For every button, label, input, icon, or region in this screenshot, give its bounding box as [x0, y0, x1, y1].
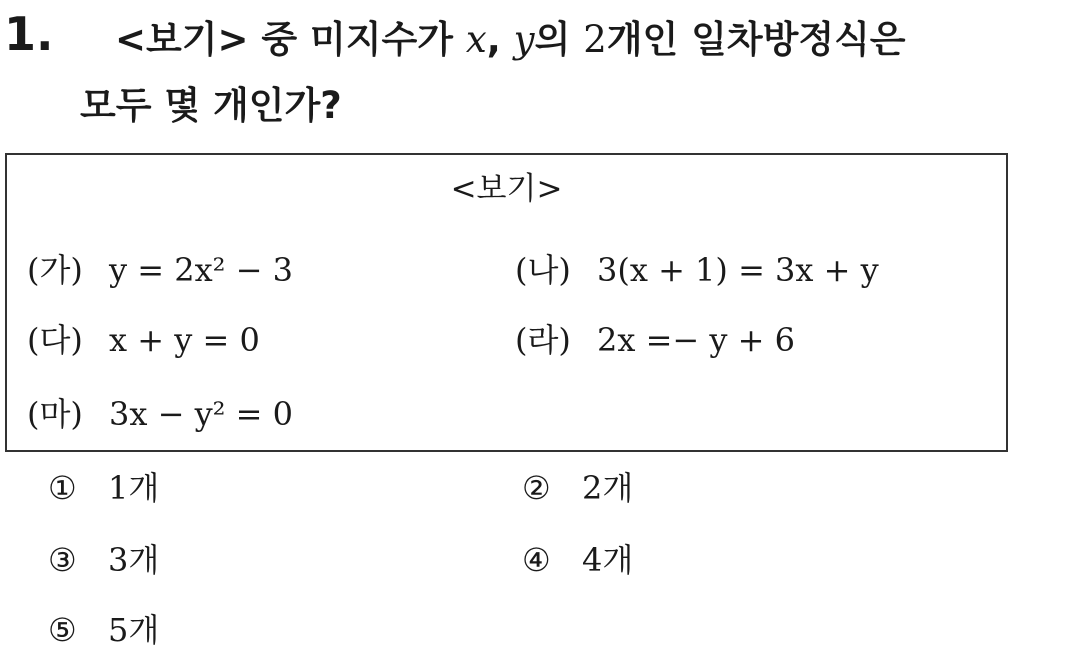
choice-text: 4개: [582, 541, 634, 579]
choice-marker: ①: [48, 469, 77, 507]
bogi-item-label: (라): [515, 321, 571, 359]
question-text-line-2: 모두 몇 개인가?: [80, 84, 342, 127]
choice-text: 2개: [582, 469, 634, 507]
bogi-item-label: (마): [27, 395, 83, 433]
question-text-part-c: 개인 일차방정식은: [606, 18, 906, 61]
choice-marker: ④: [522, 541, 551, 579]
question-number-two: 2: [583, 18, 607, 61]
variable-y: y: [513, 18, 535, 61]
question-text-line-1: [115, 16, 906, 64]
bogi-item-ma: [27, 394, 293, 434]
choice-4[interactable]: [522, 540, 633, 580]
choice-5[interactable]: [48, 610, 159, 650]
bogi-item-ga: [27, 250, 293, 290]
bogi-item-equation: x + y = 0: [109, 321, 260, 359]
bogi-item-equation: 2x =− y + 6: [597, 321, 795, 359]
bogi-item-label: (다): [27, 321, 83, 359]
choice-text: 5개: [108, 611, 160, 649]
choice-1[interactable]: [48, 468, 159, 508]
question-text-part-b: 의: [534, 18, 584, 61]
bogi-item-equation: y = 2x² − 3: [109, 251, 293, 289]
choice-text: 3개: [108, 541, 160, 579]
choice-marker: ②: [522, 469, 551, 507]
bogi-item-equation: 3(x + 1) = 3x + y: [597, 251, 879, 289]
bogi-box: [5, 153, 1008, 452]
choice-marker: ③: [48, 541, 77, 579]
choice-marker: ⑤: [48, 611, 77, 649]
question-comma: ,: [486, 18, 514, 61]
question-text-part-a: <보기> 중 미지수가: [115, 18, 466, 61]
choice-2[interactable]: [522, 468, 633, 508]
variable-x: x: [465, 18, 487, 61]
bogi-item-na: [515, 250, 879, 290]
bogi-item-label: (나): [515, 251, 571, 289]
bogi-item-label: (가): [27, 251, 83, 289]
bogi-title: <보기>: [450, 171, 563, 207]
bogi-item-da: [27, 320, 260, 360]
bogi-item-equation: 3x − y² = 0: [109, 395, 293, 433]
question-number: 1.: [4, 7, 54, 61]
bogi-item-ra: [515, 320, 795, 360]
choice-text: 1개: [108, 469, 160, 507]
choice-3[interactable]: [48, 540, 159, 580]
